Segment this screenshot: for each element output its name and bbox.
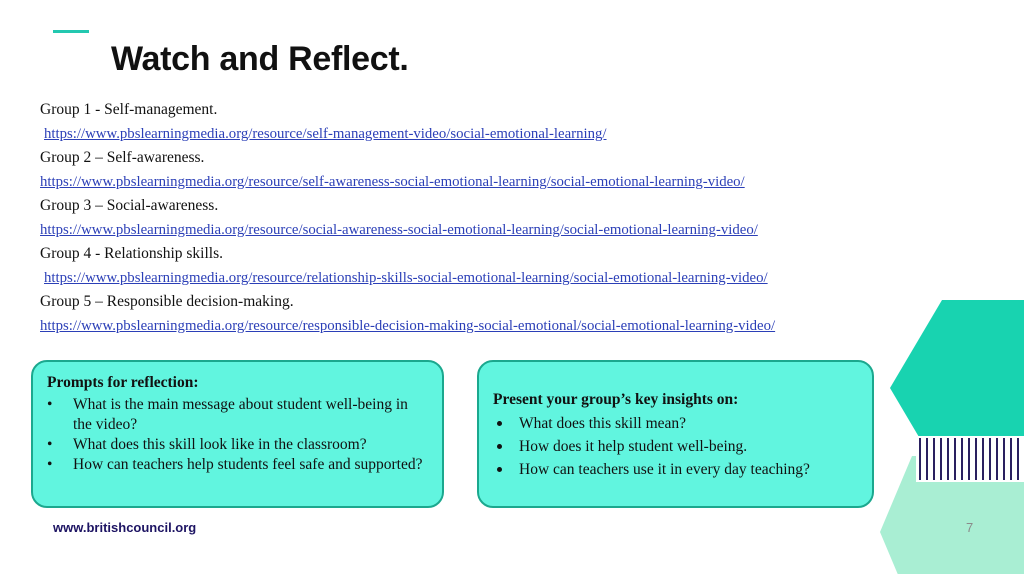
reflection-prompts-list bbox=[47, 395, 428, 475]
reflection-prompts-heading: Prompts for reflection: bbox=[47, 374, 199, 391]
group-4-link[interactable]: https://www.pbslearningmedia.org/resource/relationship-skills-social-emotional-learning/social-emotional-learning-video/ bbox=[44, 270, 768, 286]
group-4-label: Group 4 - Relationship skills. bbox=[40, 245, 223, 262]
key-insight-item: What does this skill mean? bbox=[493, 412, 858, 435]
decorative-shapes bbox=[880, 300, 1024, 574]
group-1-label: Group 1 - Self-management. bbox=[40, 101, 218, 118]
reflection-prompts-box bbox=[31, 360, 444, 508]
group-1-link[interactable]: https://www.pbslearningmedia.org/resource/self-management-video/social-emotional-learning/ bbox=[44, 126, 607, 142]
striped-band bbox=[920, 438, 1018, 480]
reflection-prompt-item: • What is the main message about student well-being in the video? bbox=[47, 395, 428, 435]
key-insight-item: How can teachers use it in every day teaching? bbox=[493, 458, 858, 481]
page-number: 7 bbox=[966, 520, 974, 535]
group-3-link[interactable]: https://www.pbslearningmedia.org/resource/social-awareness-social-emotional-learning/social-emotional-learning-video/ bbox=[40, 222, 758, 238]
footer-website-url: www.britishcouncil.org bbox=[53, 520, 197, 535]
reflection-prompt-item: • What does this skill look like in the classroom? bbox=[47, 435, 428, 455]
group-3-label: Group 3 – Social-awareness. bbox=[40, 197, 219, 214]
title-accent-bar bbox=[53, 30, 89, 33]
group-2-link[interactable]: https://www.pbslearningmedia.org/resource/self-awareness-social-emotional-learning/social-emotional-learning-video/ bbox=[40, 174, 745, 190]
key-insights-heading: Present your group’s key insights on: bbox=[493, 391, 739, 408]
group-5-link[interactable]: https://www.pbslearningmedia.org/resource/responsible-decision-making-social-emotional/social-emotional-learning-video/ bbox=[40, 318, 776, 334]
slide-title: Watch and Reflect. bbox=[111, 40, 409, 78]
reflection-prompt-item: • How can teachers help students feel safe and supported? bbox=[47, 455, 428, 475]
group-list bbox=[40, 98, 920, 338]
key-insight-item: How does it help student well-being. bbox=[493, 435, 858, 458]
key-insights-list bbox=[493, 412, 858, 481]
group-5-label: Group 5 – Responsible decision-making. bbox=[40, 293, 294, 310]
group-2-label: Group 2 – Self-awareness. bbox=[40, 149, 205, 166]
key-insights-box bbox=[477, 360, 874, 508]
